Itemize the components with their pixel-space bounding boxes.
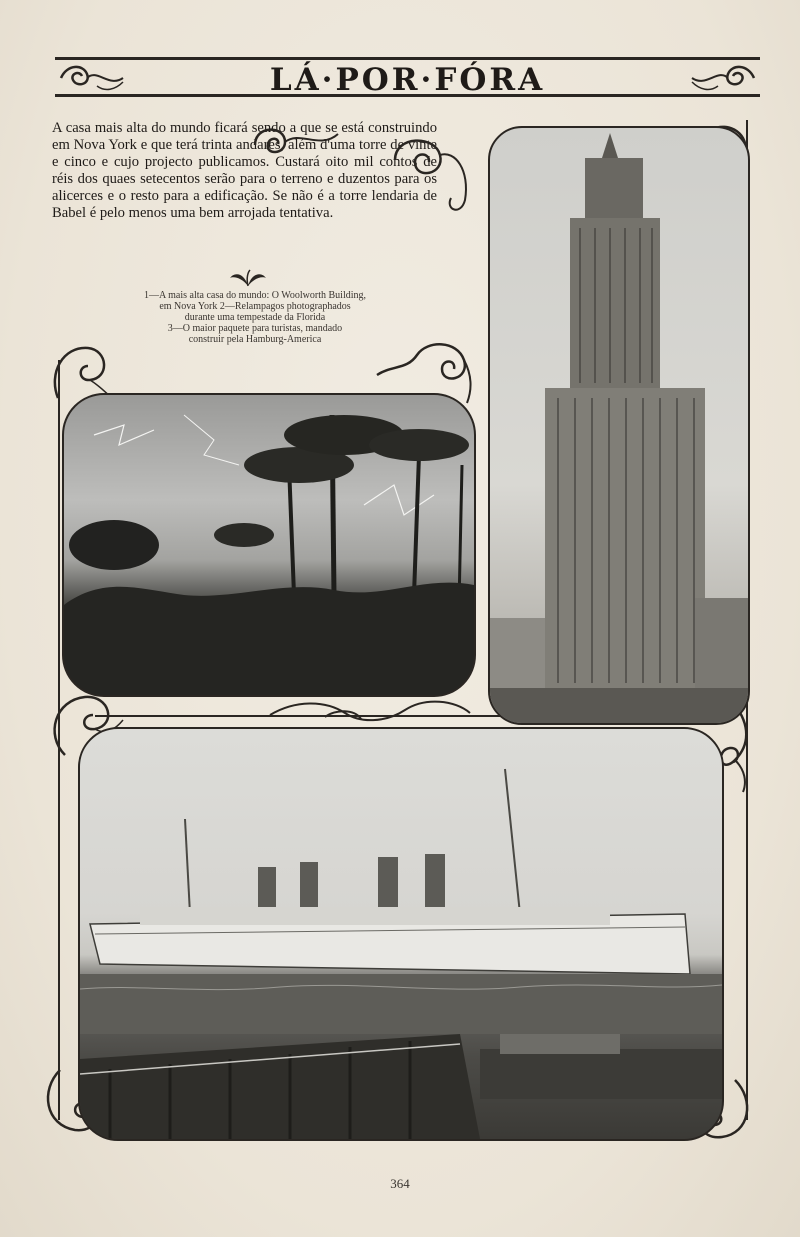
photo-lightning-storm [62,393,476,697]
photo-caption [95,290,415,345]
caption-line: 1—A mais alta casa do mundo: O Woolworth Building, [143,290,367,301]
scroll-ornament-icon [688,62,758,94]
corner-scroll-icon [265,695,475,730]
corner-scroll-icon [250,120,340,165]
article-paragraph: A casa mais alta do mundo ficará sendo a que se está construindo em Nova York e que terá trinta andares, além d'uma torre de vinte e cinco e cujo projecto publicamos. Custará oito mil contos de réis dos quaes setecentos serão para o terreno e duzentos para os alicerces e o resto para a edificação. Se não é a torre lendaria de Babel é pelo menos uma bem arrojada tentativa. [52,120,437,221]
corner-scroll-icon [385,130,485,220]
page-title: LÁ·POR·FÓRA [269,62,546,98]
caption-line: 3—O maior paquete para turistas, mandado [167,323,343,334]
caption-line: durante uma tempestade da Florida [184,312,326,323]
photo-ocean-liner [78,727,724,1141]
photo-woolworth-building [488,126,750,725]
ship-scene [80,729,722,1139]
tower-scene [490,128,748,723]
title-banner [55,57,760,97]
caption-line: em Nova York 2—Relampagos photographados [159,301,351,312]
leaf-ornament-icon [228,268,268,288]
caption-line: construir pela Hamburg-America [188,334,322,345]
page-number: 364 [390,1176,410,1191]
storm-scene [64,395,474,695]
